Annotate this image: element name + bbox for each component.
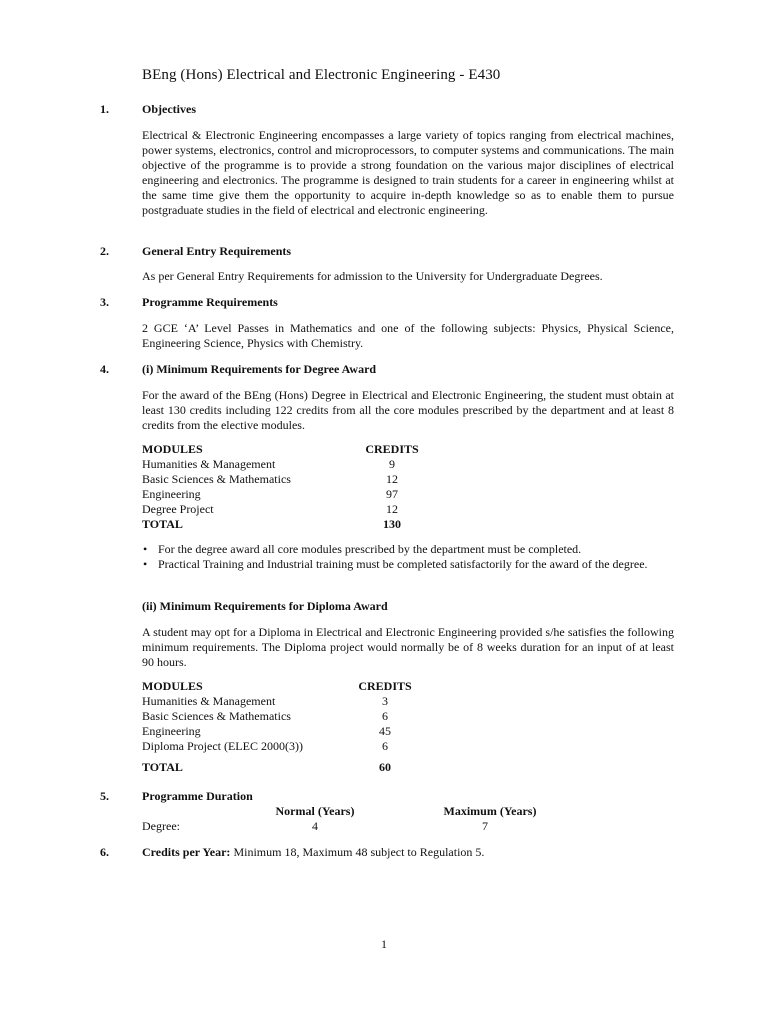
degree-bullet-list bbox=[142, 542, 674, 572]
credits-per-year bbox=[142, 845, 484, 860]
col-header-maximum: Maximum (Years) bbox=[443, 804, 537, 818]
credits-per-year-label: Credits per Year: bbox=[142, 845, 231, 859]
col-header-normal: Normal (Years) bbox=[275, 804, 355, 818]
document-title: BEng (Hons) Electrical and Electronic Engineering - E430 bbox=[142, 67, 501, 83]
degree-award-paragraph: For the award of the BEng (Hons) Degree in Electrical and Electronic Engineering, the student must obtain at least 130 credits including 122 credits from all the core modules prescribed by the department and at least 8 credits from the elective modules. bbox=[142, 388, 674, 432]
section-number: 1. bbox=[100, 102, 109, 116]
degree-credits-table bbox=[142, 442, 442, 532]
section-heading-programme-req: Programme Requirements bbox=[142, 295, 278, 309]
table-row: Engineering 45 bbox=[142, 724, 391, 738]
table-row: Humanities & Management 3 bbox=[142, 694, 388, 708]
section-number: 2. bbox=[100, 244, 109, 258]
entry-paragraph: As per General Entry Requirements for admission to the University for Undergraduate Degrees. bbox=[142, 269, 603, 283]
col-header-credits: CREDITS bbox=[365, 442, 419, 456]
table-row: Basic Sciences & Mathematics 12 bbox=[142, 472, 398, 486]
section-heading-diploma-award: (ii) Minimum Requirements for Diploma Award bbox=[142, 599, 388, 613]
list-item: • For the degree award all core modules prescribed by the department must be completed. bbox=[142, 542, 674, 557]
table-total-row: TOTAL 60 bbox=[142, 760, 391, 774]
list-item: • Practical Training and Industrial training must be completed satisfactorily for the award of the degree. bbox=[142, 557, 674, 572]
col-header-modules: MODULES bbox=[142, 679, 203, 693]
col-header-modules: MODULES bbox=[142, 442, 203, 456]
page-number: 1 bbox=[381, 937, 387, 951]
table-row: Diploma Project (ELEC 2000(3)) 6 bbox=[142, 739, 388, 753]
duration-max-value: 7 bbox=[482, 819, 488, 833]
diploma-credits-table bbox=[142, 679, 442, 775]
table-row: Basic Sciences & Mathematics 6 bbox=[142, 709, 388, 723]
credits-per-year-text: Minimum 18, Maximum 48 subject to Regulation 5. bbox=[230, 845, 485, 859]
section-heading-degree-award: (i) Minimum Requirements for Degree Award bbox=[142, 362, 377, 376]
section-number: 6. bbox=[100, 845, 109, 859]
section-number: 5. bbox=[100, 789, 109, 803]
table-row: Engineering 97 bbox=[142, 487, 398, 501]
table-row: Humanities & Management 9 bbox=[142, 457, 395, 471]
objectives-paragraph: Electrical & Electronic Engineering encompasses a large variety of topics ranging from electrical machines, power systems, electronics, control and microprocessors, to computer systems and communications. The main objective of the programme is to provide a strong foundation on the various major disciplines of electrical engineering and electronics. The programme is designed to train students for a career in engineering whilst at the same time give them the opportunity to acquire in-depth knowledge so as to enable them to pursue postgraduate studies in the field of electrical and electronic engineering. bbox=[142, 128, 674, 217]
duration-row-label: Degree: bbox=[142, 819, 180, 833]
section-number: 4. bbox=[100, 362, 109, 376]
section-heading-entry: General Entry Requirements bbox=[142, 244, 292, 258]
duration-normal-value: 4 bbox=[312, 819, 318, 833]
table-row: Degree Project 12 bbox=[142, 502, 398, 516]
col-header-credits: CREDITS bbox=[358, 679, 412, 693]
section-heading-duration: Programme Duration bbox=[142, 789, 253, 803]
programme-req-paragraph: 2 GCE ‘A’ Level Passes in Mathematics and one of the following subjects: Physics, Physical Science, Engineering Science, Physics with Chemistry. bbox=[142, 321, 674, 350]
section-number: 3. bbox=[100, 295, 109, 309]
section-heading-objectives: Objectives bbox=[142, 102, 196, 116]
diploma-paragraph: A student may opt for a Diploma in Electrical and Electronic Engineering provided s/he satisfies the following minimum requirements. The Diploma project would normally be of 8 weeks duration for an input of at least 90 hours. bbox=[142, 625, 674, 669]
table-total-row: TOTAL 130 bbox=[142, 517, 401, 531]
